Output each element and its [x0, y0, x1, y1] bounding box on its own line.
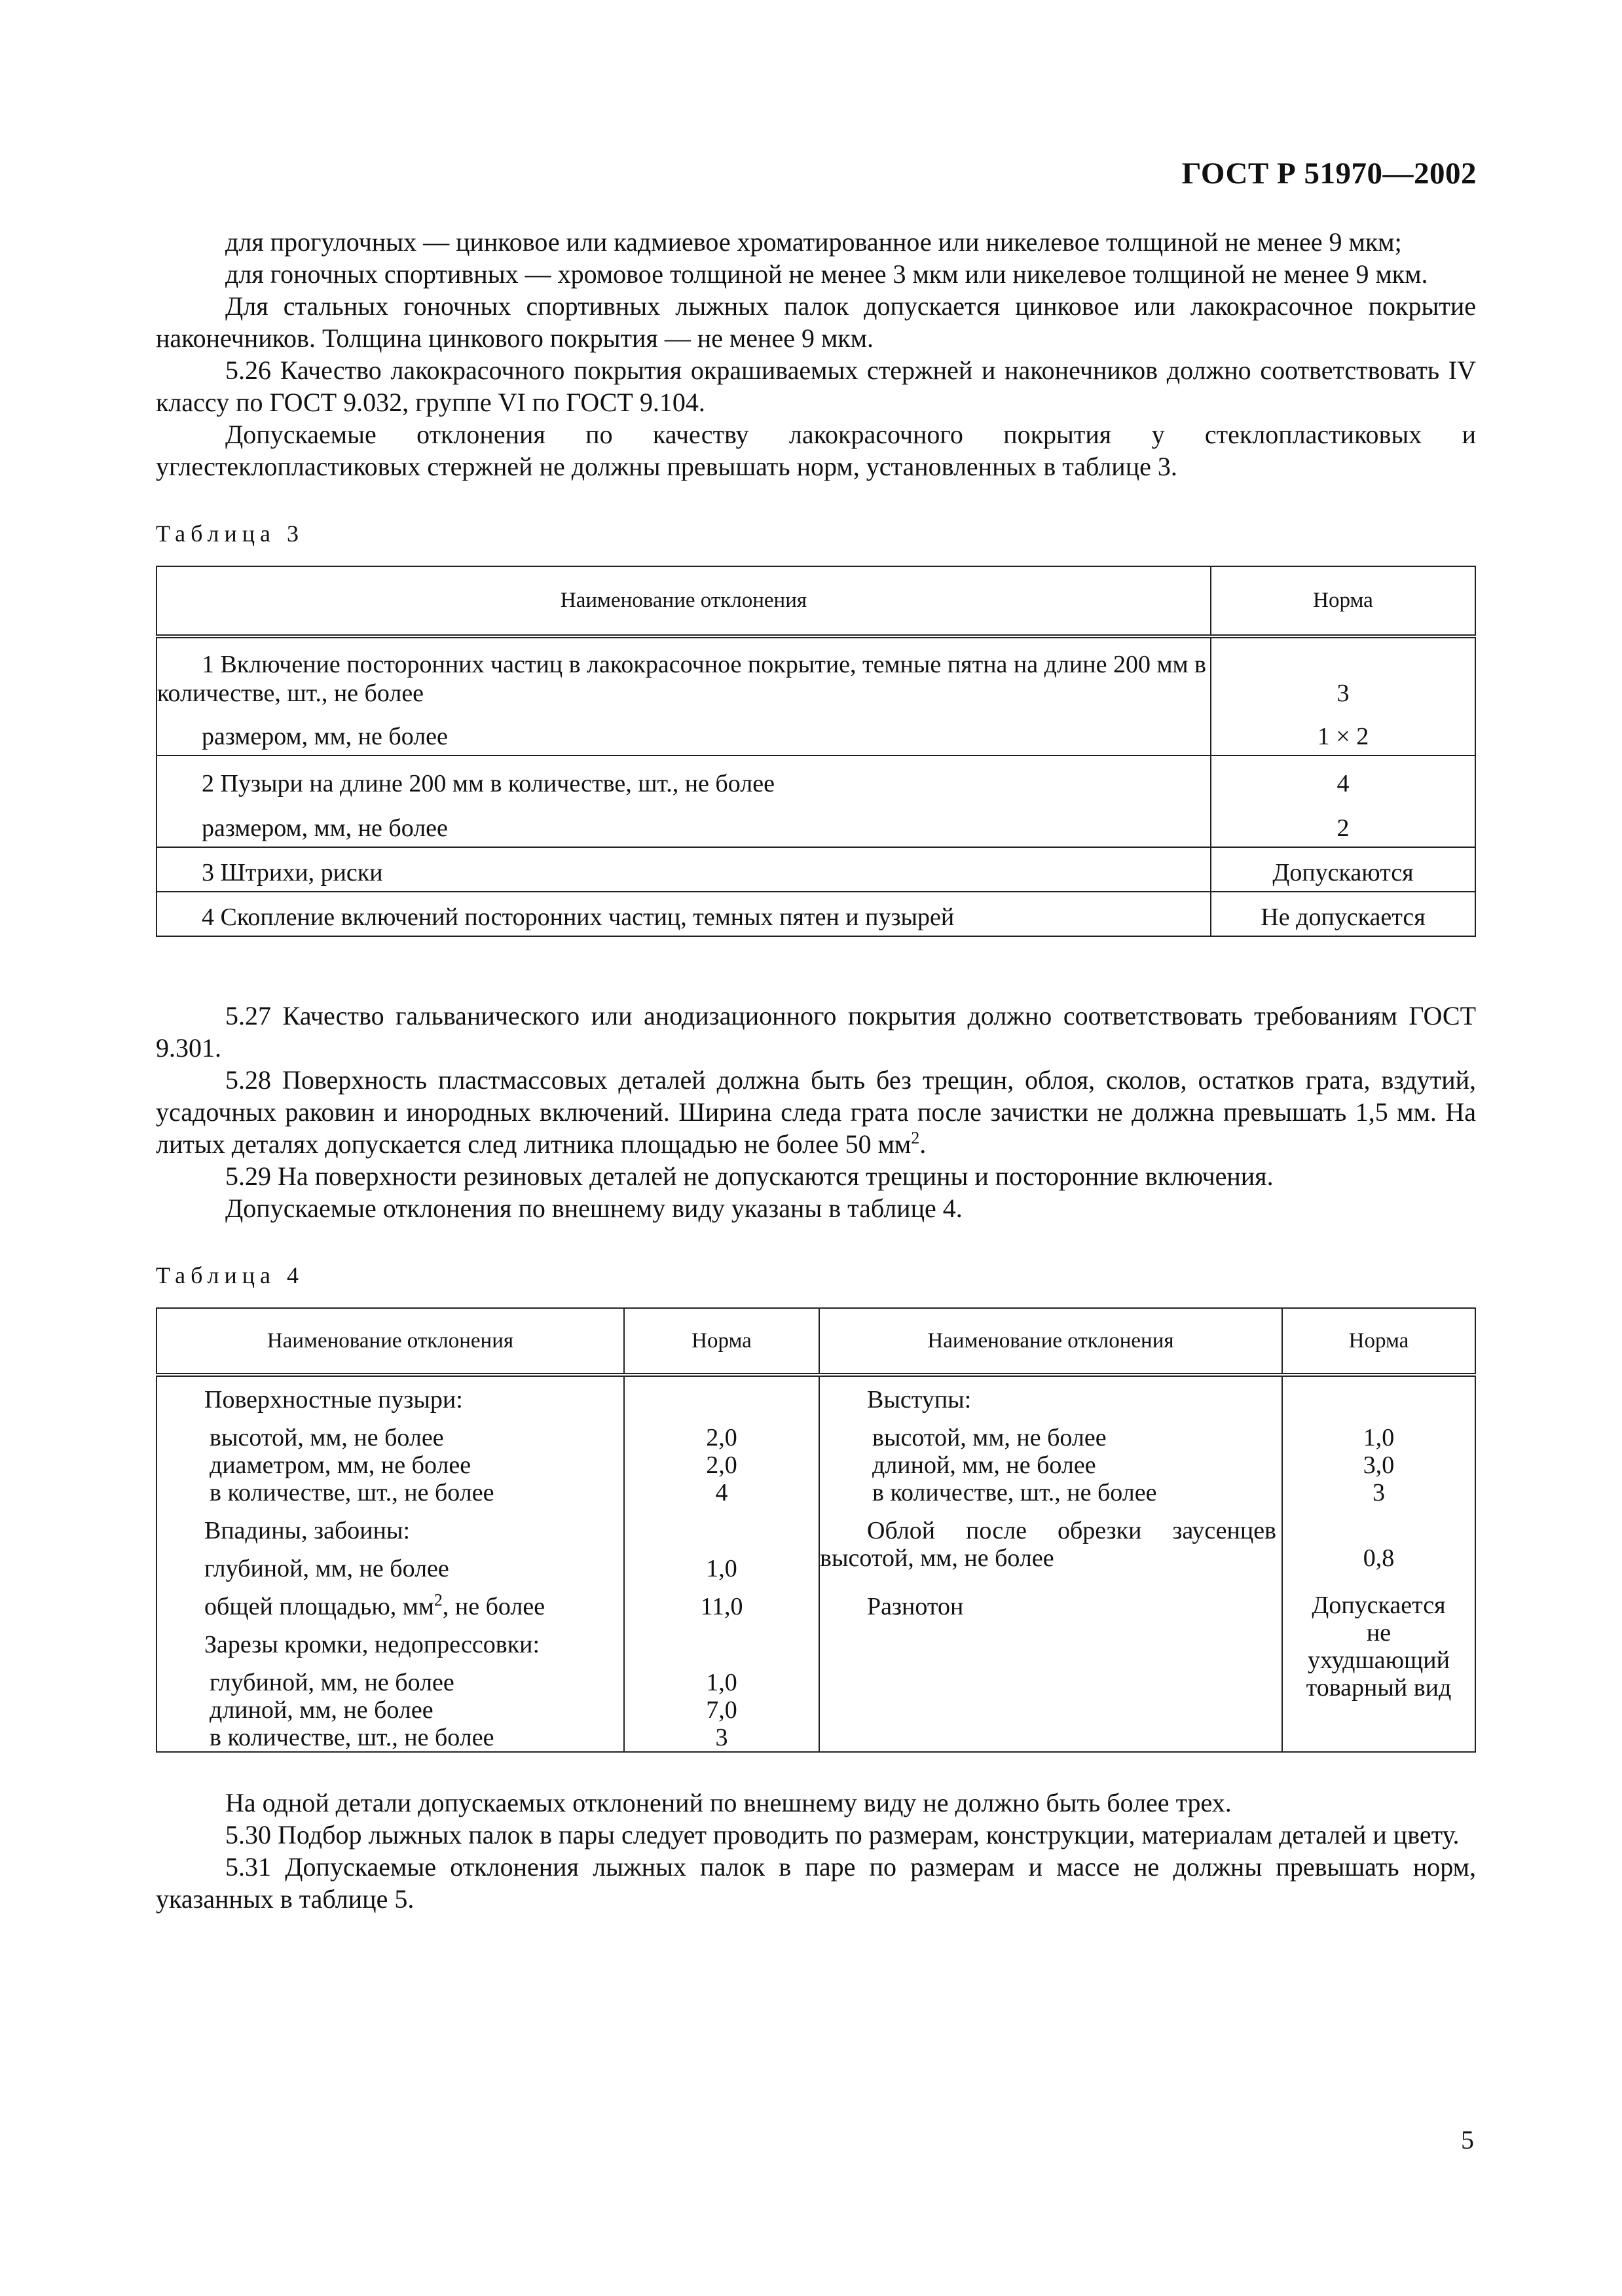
table4-text: в количестве, шт., не более	[872, 1479, 1157, 1506]
table4-text: глубиной, мм, не более	[210, 1669, 454, 1696]
table4-right-norms	[1282, 1375, 1475, 1752]
table4-header-norm-right: Норма	[1282, 1308, 1475, 1375]
table3-cell: 4	[1211, 756, 1475, 798]
paragraph: Допускаемые отклонения по качеству лакокрасочного покрытия у стеклопластиковых и углестеклопластиковых стержней не должны превышать норм, установленных в таблице 3.	[156, 420, 1476, 481]
table4-value: 4	[715, 1479, 728, 1506]
table4-text: , не более	[442, 1593, 545, 1620]
table4-text: Разнотон	[867, 1593, 964, 1620]
table-row	[157, 847, 1475, 892]
table3-cell: 3	[1211, 636, 1475, 708]
table4-text: в количестве, шт., не более	[210, 1479, 494, 1506]
table3-cell: Не допускается	[1211, 892, 1475, 936]
table3-header-norm: Норма	[1211, 566, 1475, 636]
table4-text: высотой, мм, не более	[210, 1424, 444, 1451]
table4-left-names	[157, 1375, 624, 1752]
table4-value: 7,0	[706, 1696, 737, 1724]
table4-value: 3	[1373, 1479, 1385, 1506]
paragraph: 5.31 Допускаемые отклонения лыжных палок в паре по размерам и массе не должны превышать норм, указанных в таблице 5.	[156, 1852, 1476, 1914]
table4-header-name-left: Наименование отклонения	[157, 1308, 624, 1375]
table4-header-norm-left: Норма	[624, 1308, 819, 1375]
table4-value: 2,0	[706, 1424, 737, 1451]
table4-text: общей площадью, мм	[204, 1593, 434, 1620]
table4-text: Зарезы кромки, недопрессовки:	[204, 1631, 540, 1658]
table4-value: 1,0	[706, 1669, 737, 1696]
page-number: 5	[1461, 2125, 1474, 2155]
table4-value: 1,0	[706, 1555, 737, 1582]
table4-value: Допускается не ухудшающий товарный вид	[1306, 1592, 1452, 1702]
table-row	[157, 892, 1475, 936]
paragraph-end: .	[919, 1129, 927, 1159]
table-3	[156, 566, 1476, 937]
paragraph: 5.26 Качество лакокрасочного покрытия окрашиваемых стержней и наконечников должно соответствовать IV классу по ГОСТ 9.032, группе VI по ГОСТ 9.104.	[156, 355, 1476, 417]
table3-cell: размером, мм, не более	[157, 708, 1211, 756]
table4-caption: Таблица 4	[156, 1262, 304, 1288]
table4-text: диаметром, мм, не более	[210, 1451, 471, 1479]
table-4	[156, 1307, 1476, 1753]
table4-value: 1,0	[1363, 1424, 1395, 1451]
table4-text: высотой, мм, не более	[872, 1424, 1107, 1451]
table4-value: 11,0	[700, 1593, 743, 1620]
table-row	[157, 798, 1475, 847]
paragraph: Для стальных гоночных спортивных лыжных палок допускается цинковое или лакокрасочное покрытие наконечников. Толщина цинкового покрытия — не менее 9 мкм.	[156, 291, 1476, 353]
table3-cell: Допускаются	[1211, 847, 1475, 892]
superscript: 2	[433, 1590, 443, 1610]
table-row	[157, 756, 1475, 798]
table4-text: длиной, мм, не более	[872, 1451, 1096, 1479]
table3-cell: размером, мм, не более	[157, 798, 1211, 847]
table4-right-names	[819, 1375, 1282, 1752]
paragraph: для гоночных спортивных — хромовое толщиной не менее 3 мкм или никелевое толщиной не менее 9 мкм.	[225, 259, 1428, 289]
superscript: 2	[911, 1128, 920, 1148]
table4-value: 2,0	[706, 1451, 737, 1479]
paragraph-text: 5.28 Поверхность пластмассовых деталей должна быть без трещин, облоя, сколов, остатков грата, вздутий, усадочных раковин и инородных включений. Ширина следа грата после зачистки не должна превышать 1,5 мм. На литых деталях допускается след литника площадью не более 50 мм	[156, 1065, 1476, 1159]
table3-caption: Таблица 3	[156, 520, 304, 547]
document-code: ГОСТ Р 51970—2002	[1181, 156, 1477, 191]
table4-value: 0,8	[1363, 1544, 1395, 1572]
table4-value: 3	[715, 1724, 728, 1751]
table4-text	[204, 1590, 623, 1620]
table4-value: 3,0	[1363, 1451, 1395, 1479]
table3-header-name: Наименование отклонения	[157, 566, 1211, 636]
table3-cell: 2 Пузыри на длине 200 мм в количестве, шт., не более	[157, 756, 1211, 798]
table4-text: в количестве, шт., не более	[210, 1724, 494, 1751]
paragraph	[156, 1064, 1476, 1160]
table-row	[157, 636, 1475, 708]
paragraph: 5.27 Качество гальванического или анодизационного покрытия должно соответствовать требованиям ГОСТ 9.301.	[156, 1001, 1476, 1063]
table3-cell: 4 Скопление включений посторонних частиц, темных пятен и пузырей	[157, 892, 1211, 936]
page-content	[156, 226, 1476, 1915]
table4-text: Поверхностные пузыри:	[204, 1386, 463, 1413]
table4-left-norms	[624, 1375, 819, 1752]
table3-cell: 3 Штрихи, риски	[157, 847, 1211, 892]
table-row	[157, 708, 1475, 756]
table3-cell: 1 Включение посторонних частиц в лакокрасочное покрытие, темные пятна на длине 200 мм в количестве, шт., не более	[157, 636, 1211, 708]
paragraph: На одной детали допускаемых отклонений по внешнему виду не должно быть более трех.	[225, 1788, 1232, 1817]
table4-text: Выступы:	[867, 1386, 972, 1413]
table4-text: Облой после обрезки заусенцев высотой, мм, не более	[820, 1517, 1276, 1572]
paragraph: 5.30 Подбор лыжных палок в пары следует проводить по размерам, конструкции, материалам деталей и цвету.	[225, 1820, 1460, 1850]
table3-cell: 1 × 2	[1211, 708, 1475, 756]
paragraph: для прогулочных — цинковое или кадмиевое хроматированное или никелевое толщиной не менее 9 мкм;	[225, 227, 1402, 257]
paragraph: 5.29 На поверхности резиновых деталей не допускаются трещины и посторонние включения.	[225, 1161, 1274, 1191]
table4-text: длиной, мм, не более	[210, 1696, 433, 1724]
table-row	[157, 1375, 1475, 1752]
table3-cell: 2	[1211, 798, 1475, 847]
paragraph: Допускаемые отклонения по внешнему виду указаны в таблице 4.	[225, 1194, 963, 1223]
table4-text: глубиной, мм, не более	[204, 1555, 449, 1582]
table4-header-name-right: Наименование отклонения	[819, 1308, 1282, 1375]
table4-text: Впадины, забоины:	[204, 1517, 411, 1544]
